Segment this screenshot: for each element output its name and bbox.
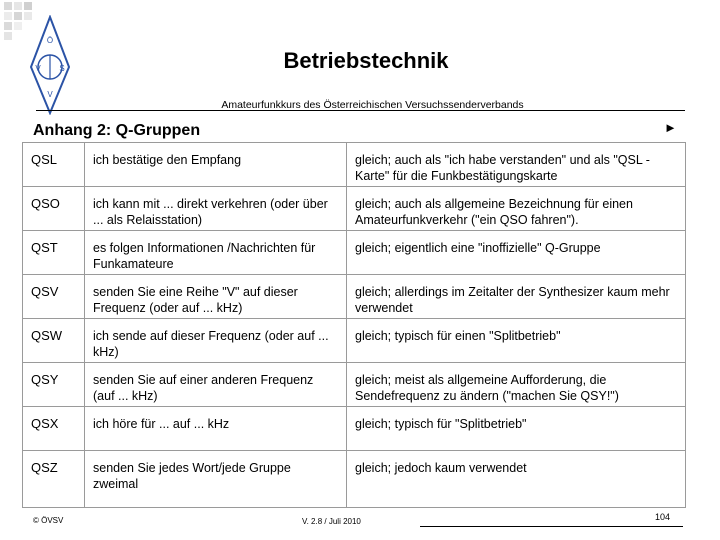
next-slide-arrow-icon[interactable]: ► xyxy=(664,120,677,135)
q-meaning: senden Sie auf einer anderen Frequenz (auf ... kHz) xyxy=(85,363,347,407)
q-answer: gleich; typisch für "Splitbetrieb" xyxy=(347,407,686,451)
q-meaning: senden Sie eine Reihe "V" auf dieser Frequenz (oder auf ... kHz) xyxy=(85,275,347,319)
svg-text:V: V xyxy=(35,64,41,73)
q-code: QSO xyxy=(23,187,85,231)
header-divider xyxy=(36,110,685,111)
svg-text:Ö: Ö xyxy=(46,36,54,45)
section-heading: Anhang 2: Q-Gruppen xyxy=(33,122,201,139)
q-code: QSW xyxy=(23,319,85,363)
table-row xyxy=(23,319,686,363)
q-answer: gleich; meist als allgemeine Aufforderung, die Sendefrequenz zu ändern ("machen Sie QSY!") xyxy=(347,363,686,407)
q-code: QSL xyxy=(23,143,85,187)
svg-text:S: S xyxy=(59,64,65,73)
table-row xyxy=(23,187,686,231)
footer-divider xyxy=(420,526,683,527)
q-answer: gleich; auch als allgemeine Bezeichnung für einen Amateurfunkverkehr ("ein QSO fahren"). xyxy=(347,187,686,231)
q-answer: gleich; auch als "ich habe verstanden" und als "QSL -Karte" für die Funkbestätigungskarte xyxy=(347,143,686,187)
q-code: QSV xyxy=(23,275,85,319)
footer-copyright: © ÖVSV xyxy=(33,516,64,525)
table-row xyxy=(23,451,686,508)
q-meaning: es folgen Informationen /Nachrichten für Funkamateure xyxy=(85,231,347,275)
q-code: QSY xyxy=(23,363,85,407)
q-meaning: ich bestätige den Empfang xyxy=(85,143,347,187)
q-answer: gleich; eigentlich eine "inoffizielle" Q-Gruppe xyxy=(347,231,686,275)
table-row xyxy=(23,363,686,407)
q-answer: gleich; typisch für einen "Splitbetrieb" xyxy=(347,319,686,363)
q-code: QST xyxy=(23,231,85,275)
table-row xyxy=(23,231,686,275)
footer-version: V. 2.8 / Juli 2010 xyxy=(302,517,361,526)
svg-text:V: V xyxy=(47,90,53,99)
q-meaning: ich sende auf dieser Frequenz (oder auf ... kHz) xyxy=(85,319,347,363)
page-subtitle: Amateurfunkkurs des Österreichischen Versuchssenderverbands xyxy=(221,99,524,111)
q-meaning: senden Sie jedes Wort/jede Gruppe zweimal xyxy=(85,451,347,508)
table-row xyxy=(23,275,686,319)
table-row xyxy=(23,407,686,451)
page-number: 104 xyxy=(655,512,671,522)
q-answer: gleich; allerdings im Zeitalter der Synthesizer kaum mehr verwendet xyxy=(347,275,686,319)
q-code: QSX xyxy=(23,407,85,451)
q-answer: gleich; jedoch kaum verwendet xyxy=(347,451,686,508)
q-code: QSZ xyxy=(23,451,85,508)
page-title: Betriebstechnik xyxy=(283,48,449,73)
q-groups-table xyxy=(22,142,686,508)
q-meaning: ich höre für ... auf ... kHz xyxy=(85,407,347,451)
table-row xyxy=(23,143,686,187)
q-meaning: ich kann mit ... direkt verkehren (oder über ... als Relaisstation) xyxy=(85,187,347,231)
